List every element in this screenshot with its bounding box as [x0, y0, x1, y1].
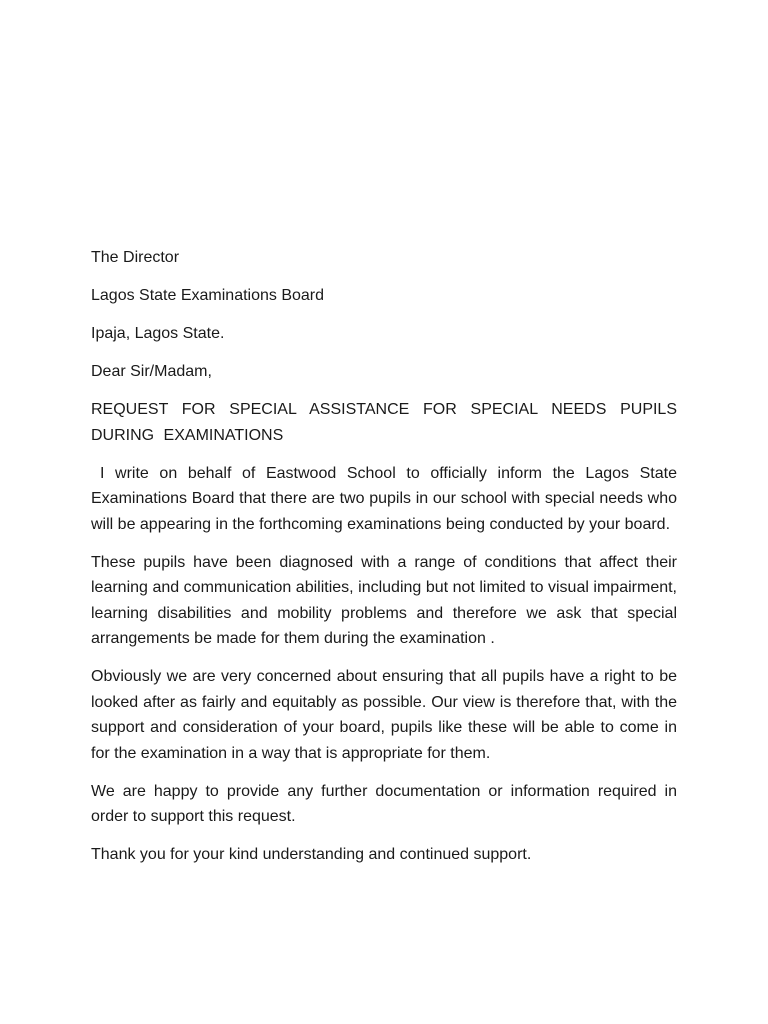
- body-paragraph-1: I write on behalf of Eastwood School to officially inform the Lagos State Examinations Board that there are two pupils in our school with special needs who will be appearing in the forthcoming examinations being conducted by your board.: [91, 464, 677, 533]
- body-paragraph-3: Obviously we are very concerned about ensuring that all pupils have a right to be looked after as fairly and equitably as possible. Our view is therefore that, with the support and consideration of your board, pupils like these will be able to come in for the examination in a way that is appropriate for them.: [91, 668, 677, 762]
- recipient-organization: Lagos State Examinations Board: [91, 287, 325, 304]
- letter-document: [91, 245, 677, 880]
- salutation: Dear Sir/Madam,: [91, 363, 212, 380]
- recipient-title: The Director: [91, 249, 180, 266]
- body-paragraph-4: We are happy to provide any further documentation or information required in order to support this request.: [91, 782, 677, 825]
- recipient-address: Ipaja, Lagos State.: [91, 325, 225, 342]
- body-paragraph-2: These pupils have been diagnosed with a range of conditions that affect their learning and communication abilities, including but not limited to visual impairment, learning disabilities and mobility problems and therefore we ask that special arrangements be made for them during the examination .: [91, 553, 677, 647]
- letter-subject: REQUEST FOR SPECIAL ASSISTANCE FOR SPECIAL NEEDS PUPILS DURING EXAMINATIONS: [91, 401, 677, 444]
- body-paragraph-5: Thank you for your kind understanding and continued support.: [91, 846, 532, 863]
